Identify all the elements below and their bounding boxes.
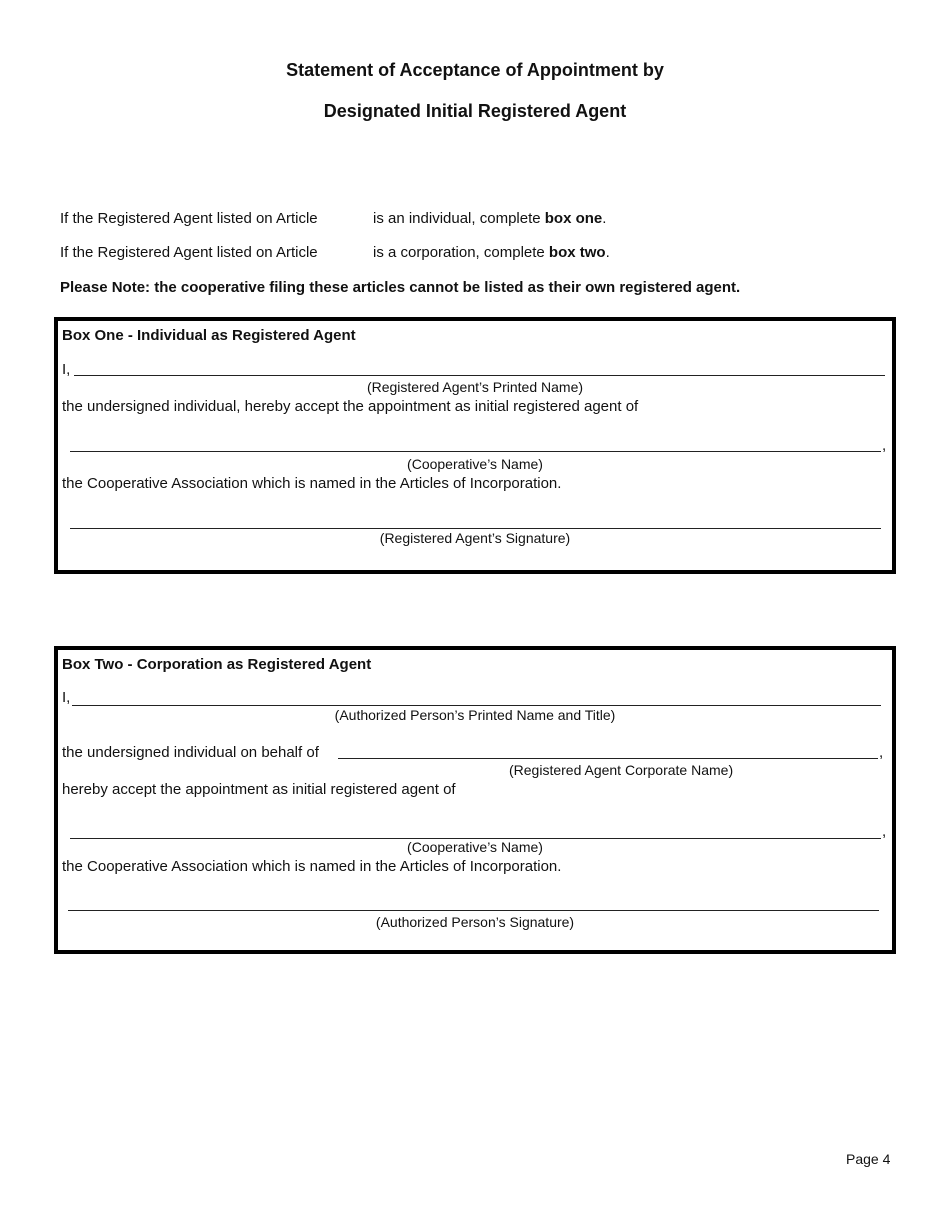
intro-row2-right: is a corporation, complete box two. bbox=[373, 244, 610, 261]
box-one-i-prefix: I, bbox=[62, 361, 71, 378]
page-number: Page 4 bbox=[846, 1151, 891, 1167]
box-two-caption-corp: (Registered Agent Corporate Name) bbox=[509, 762, 734, 778]
box-one-heading: Box One - Individual as Registered Agent bbox=[62, 327, 356, 344]
box-two-corporate-name-line[interactable] bbox=[338, 758, 878, 759]
box-two-signature-line[interactable] bbox=[68, 910, 879, 911]
box-two-printed-name-line[interactable] bbox=[72, 705, 881, 706]
box-two-accept-text: hereby accept the appointment as initial registered agent of bbox=[62, 781, 456, 798]
box-two bbox=[54, 646, 896, 954]
box-one-caption-name: (Registered Agent’s Printed Name) bbox=[366, 379, 584, 395]
intro-row2-left: If the Registered Agent listed on Article bbox=[60, 244, 318, 261]
box-two-heading: Box Two - Corporation as Registered Agent bbox=[62, 656, 372, 673]
box-one-caption-signature: (Registered Agent’s Signature) bbox=[379, 530, 571, 546]
box-two-caption-signature: (Authorized Person’s Signature) bbox=[375, 914, 575, 930]
box-two-caption-name: (Authorized Person’s Printed Name and Title) bbox=[334, 707, 616, 723]
intro-row1-left: If the Registered Agent listed on Article bbox=[60, 210, 318, 227]
title-line-2: Designated Initial Registered Agent bbox=[323, 101, 627, 121]
box-one-comma: , bbox=[882, 437, 887, 454]
box-one-accept-text: the undersigned individual, hereby accept the appointment as initial registered agent of bbox=[62, 398, 639, 415]
title-line-1: Statement of Acceptance of Appointment by bbox=[286, 60, 664, 80]
box-one-signature-line[interactable] bbox=[70, 528, 881, 529]
box-one-printed-name-line[interactable] bbox=[74, 375, 885, 376]
box-one-coop-text: the Cooperative Association which is named in the Articles of Incorporation. bbox=[62, 475, 562, 492]
box-two-comma-1: , bbox=[879, 744, 884, 761]
box-two-caption-coop: (Cooperative’s Name) bbox=[407, 839, 543, 855]
box-one-cooperative-name-line[interactable] bbox=[70, 451, 881, 452]
intro-row1-right: is an individual, complete box one. bbox=[373, 210, 607, 227]
box-two-i-prefix: I, bbox=[62, 689, 71, 706]
box-two-coop-text: the Cooperative Association which is named in the Articles of Incorporation. bbox=[62, 858, 562, 875]
box-one-caption-coop: (Cooperative’s Name) bbox=[407, 456, 543, 472]
box-two-comma-2: , bbox=[882, 823, 887, 840]
intro-note: Please Note: the cooperative filing these articles cannot be listed as their own registered agent. bbox=[60, 279, 741, 296]
box-two-behalf-text: the undersigned individual on behalf of bbox=[62, 744, 319, 761]
